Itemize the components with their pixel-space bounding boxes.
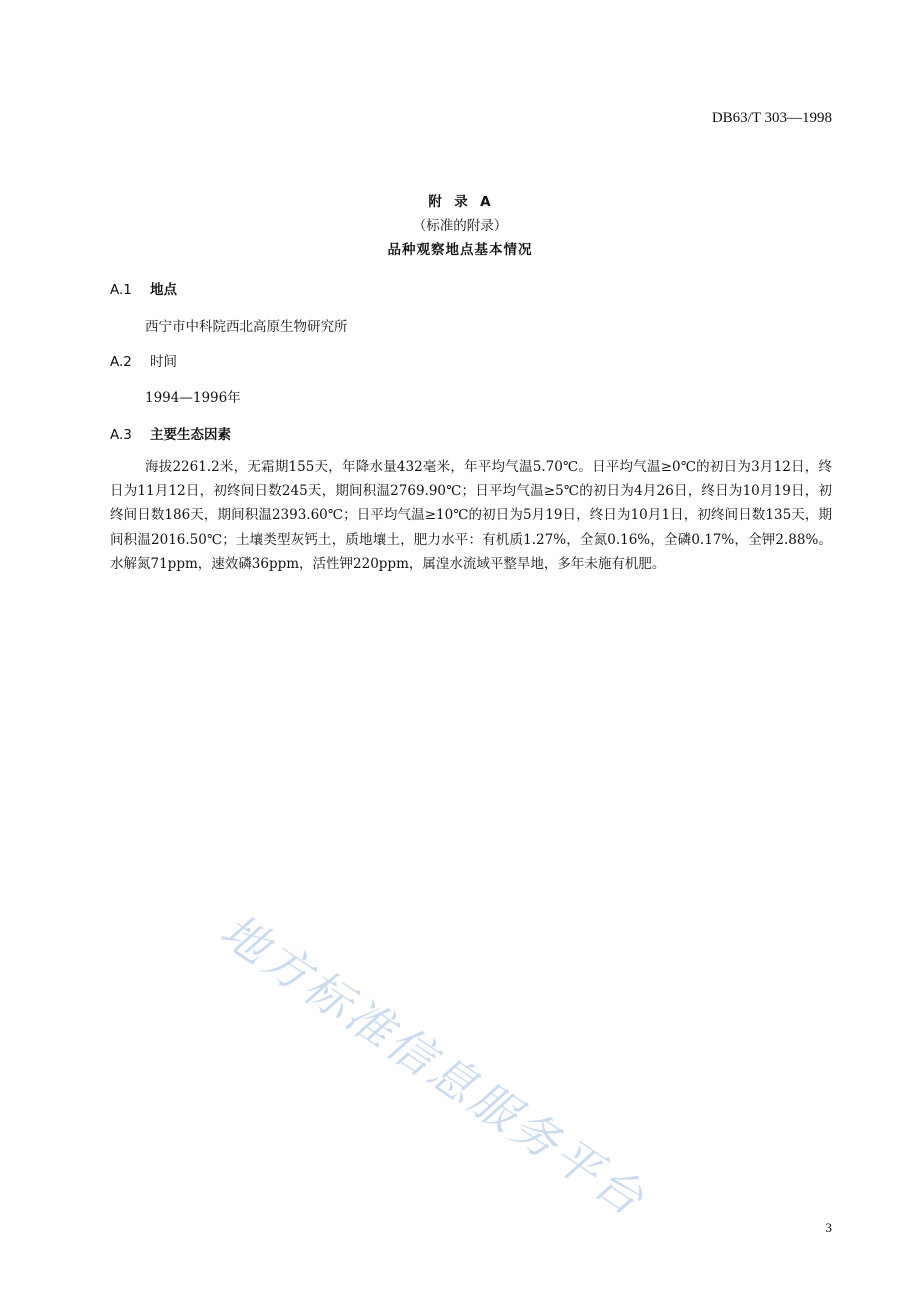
document-code: DB63/T 303—1998 (711, 110, 832, 126)
section-number: A.2 (110, 354, 132, 370)
section-number: A.3 (110, 427, 132, 443)
section-heading-a2 (110, 350, 177, 370)
section-label: 主要生态因素 (150, 427, 231, 443)
appendix-subtitle: （标准的附录） (412, 218, 508, 234)
section-heading-a3 (110, 423, 231, 443)
section-number: A.1 (110, 282, 132, 298)
section-heading-a1 (110, 278, 177, 298)
watermark: 地方标准信息服务平台 (211, 903, 656, 1228)
appendix-title: 附 录 A (428, 194, 492, 210)
page-number: 3 (825, 1220, 832, 1235)
section-content-a2: 1994—1996年 (145, 390, 241, 406)
section-content-a1: 西宁市中科院西北高原生物研究所 (145, 319, 348, 335)
section-label: 地点 (150, 282, 177, 298)
section-content-a3: 海拔2261.2米，无霜期155天，年降水量432毫米，年平均气温5.70℃。日平均气温≥0℃的初日为3月12日，终日为11月12日，初终间日数245天，期间积温2769.90℃；日平均气温≥5℃的初日为4月26日，终日为10月19日，初终间日数186天，期间积温2393.60℃；日平均气温≥10℃的初日为5月19日，终日为10月1日，初终间日数135天，期间积温2016.50℃；土壤类型灰钙土，质地壤土，肥力水平：有机质1.27%，全氮0.16%，全磷0.17%，全钾2.88%。水解氮71ppm，速效磷36ppm，活性钾220ppm，属湟水流域平整旱地，多年未施有机肥。 (110, 459, 832, 572)
appendix-header (0, 190, 920, 262)
appendix-heading: 品种观察地点基本情况 (387, 242, 533, 258)
section-label: 时间 (150, 354, 177, 370)
